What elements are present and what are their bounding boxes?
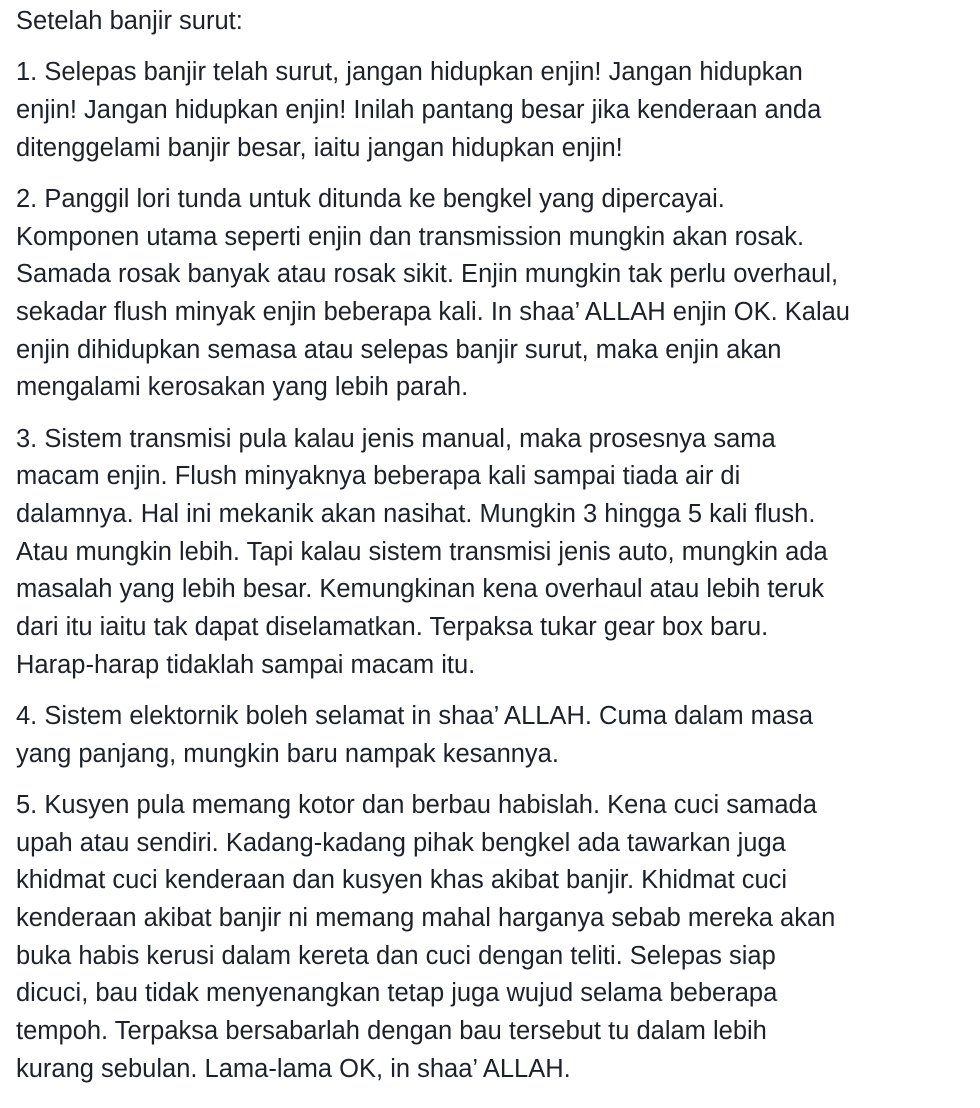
paragraph-1 (16, 54, 980, 167)
text-line: tempoh. Terpaksa bersabarlah dengan bau tersebut tu dalam lebih (16, 1017, 767, 1046)
text-line: dicuci, bau tidak menyenangkan tetap juga wujud selama beberapa (16, 979, 778, 1008)
text-line: khidmat cuci kenderaan dan kusyen khas akibat banjir. Khidmat cuci (16, 866, 788, 895)
paragraph-3 (16, 421, 980, 685)
text-line: buka habis kerusi dalam kereta dan cuci dengan teliti. Selepas siap (16, 941, 776, 970)
text-line: 5. Kusyen pula memang kotor dan berbau habislah. Kena cuci samada (16, 790, 817, 819)
heading (16, 3, 980, 41)
text-line: Harap-harap tidaklah sampai macam itu. (16, 650, 476, 679)
text-line: Atau mungkin lebih. Tapi kalau sistem transmisi jenis auto, mungkin ada (16, 537, 828, 566)
text-line: 3. Sistem transmisi pula kalau jenis manual, maka prosesnya sama (16, 424, 776, 453)
text-line: kenderaan akibat banjir ni memang mahal harganya sebab mereka akan (16, 903, 836, 932)
heading-line: Setelah banjir surut: (16, 7, 243, 35)
text-line: macam enjin. Flush minyaknya beberapa kali sampai tiada air di (16, 462, 741, 491)
text-line: mengalami kerosakan yang lebih parah. (16, 373, 469, 402)
text-line: ditenggelami banjir besar, iaitu jangan hidupkan enjin! (16, 133, 623, 162)
text-line: dalamnya. Hal ini mekanik akan nasihat. Mungkin 3 hingga 5 kali flush. (16, 499, 816, 528)
text-line: 4. Sistem elektornik boleh selamat in shaa’ ALLAH. Cuma dalam masa (16, 701, 814, 730)
text-line: sekadar flush minyak enjin beberapa kali. In shaa’ ALLAH enjin OK. Kalau (16, 297, 850, 326)
text-line: 2. Panggil lori tunda untuk ditunda ke bengkel yang dipercayai. (16, 184, 725, 213)
text-line: Komponen utama seperti enjin dan transmission mungkin akan rosak. (16, 222, 805, 251)
text-line: kurang sebulan. Lama-lama OK, in shaa’ ALLAH. (16, 1054, 571, 1083)
text-line: dari itu iaitu tak dapat diselamatkan. Terpaksa tukar gear box baru. (16, 613, 769, 642)
paragraph-4 (16, 698, 980, 773)
text-line: 1. Selepas banjir telah surut, jangan hidupkan enjin! Jangan hidupkan (16, 58, 803, 87)
text-line: yang panjang, mungkin baru nampak kesannya. (16, 739, 559, 768)
paragraph-2 (16, 181, 980, 407)
text-line: masalah yang lebih besar. Kemungkinan kena overhaul atau lebih teruk (16, 575, 825, 604)
paragraph-5 (16, 787, 980, 1089)
text-line: enjin! Jangan hidupkan enjin! Inilah pantang besar jika kenderaan anda (16, 95, 822, 124)
text-line: Samada rosak banyak atau rosak sikit. Enjin mungkin tak perlu overhaul, (16, 260, 839, 289)
text-line: enjin dihidupkan semasa atau selepas banjir surut, maka enjin akan (16, 335, 782, 364)
text-line: upah atau sendiri. Kadang-kadang pihak bengkel ada tawarkan juga (16, 828, 786, 857)
paragraph-list (16, 54, 980, 1088)
